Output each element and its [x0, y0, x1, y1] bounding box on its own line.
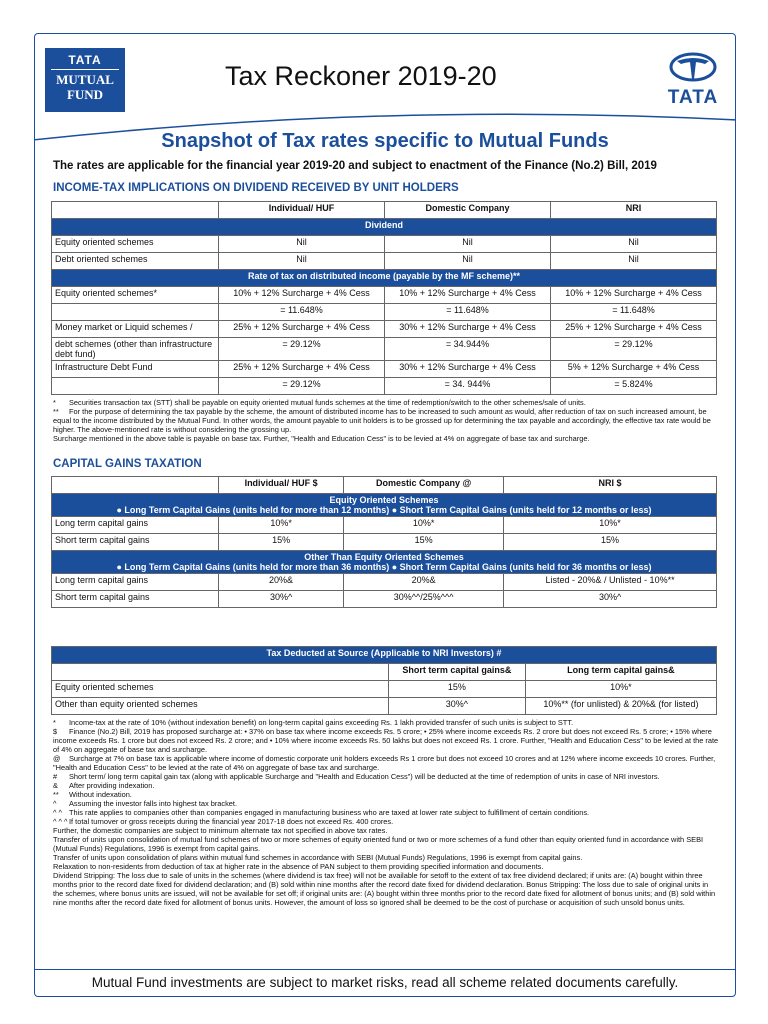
band-title: Equity Oriented Schemes — [329, 495, 439, 505]
note-text: After providing indexation. — [69, 781, 155, 790]
table-cell: 30%^^/25%^^^ — [344, 591, 504, 608]
table-row — [52, 517, 717, 534]
table-row — [52, 681, 717, 698]
table-cell: 30%^ — [219, 591, 344, 608]
band-label: Tax Deducted at Source (Applicable to NRI Investors) # — [52, 647, 717, 664]
note-key: ^ — [53, 799, 57, 808]
row-label: Long term capital gains — [52, 517, 219, 534]
band-subtitle: ● Long Term Capital Gains (units held for more than 36 months) ● Short Term Capital Gains (units held for 36 months or less) — [116, 562, 652, 572]
table-cell: Nil — [551, 236, 717, 253]
row-label — [52, 378, 219, 395]
table-row — [52, 304, 717, 321]
row-label: Infrastructure Debt Fund — [52, 361, 219, 378]
table-row — [52, 534, 717, 551]
note-text: If total turnover or gross receipts during the financial year 2017-18 does not exceed Rs. 400 crores. — [69, 817, 394, 826]
table-cell: 15% — [389, 681, 526, 698]
band-subtitle: ● Long Term Capital Gains (units held for more than 12 months) ● Short Term Capital Gains (units held for 12 months or less) — [116, 505, 652, 515]
table-cell: = 34.944% — [385, 338, 551, 361]
row-label: Other than equity oriented schemes — [52, 698, 389, 715]
note-text: Assuming the investor falls into highest tax bracket. — [69, 799, 238, 808]
table-row — [52, 361, 717, 378]
note-text: This rate applies to companies other than companies engaged in manufacturing business who are taxed at lower rate subject to fulfillment of certain conditions. — [69, 808, 590, 817]
header-cell: Short term capital gains& — [389, 664, 526, 681]
table-cell: = 11.648% — [551, 304, 717, 321]
applicability-note: The rates are applicable for the financial year 2019-20 and subject to enactment of the Finance (No.2) Bill, 2019 — [53, 160, 657, 172]
table-row — [52, 236, 717, 253]
dividend-tax-table — [51, 201, 717, 395]
row-label: Equity oriented schemes — [52, 236, 219, 253]
note-item — [53, 407, 719, 434]
note-item — [53, 398, 719, 407]
table-header-row — [52, 202, 717, 219]
band-label — [52, 551, 717, 574]
table-cell: = 5.824% — [551, 378, 717, 395]
header-cell — [52, 477, 219, 494]
logo-line-1: TATA — [68, 53, 102, 67]
note-item — [53, 835, 719, 853]
table-cell: 10%* — [504, 517, 717, 534]
table-cell: Nil — [219, 236, 385, 253]
income-notes — [53, 398, 719, 443]
table-cell: Listed - 20%& / Unlisted - 10%** — [504, 574, 717, 591]
table-cell: 15% — [504, 534, 717, 551]
page-frame — [34, 33, 736, 997]
row-label — [52, 304, 219, 321]
table-cell: 10%* — [525, 681, 716, 698]
row-label: Debt oriented schemes — [52, 253, 219, 270]
note-item — [53, 808, 719, 817]
note-key: ** — [53, 407, 59, 416]
band-label: Dividend — [52, 219, 717, 236]
band-row — [52, 270, 717, 287]
row-label: Money market or Liquid schemes / — [52, 321, 219, 338]
note-item — [53, 754, 719, 772]
note-text: Relaxation to non-residents from deduction of tax at higher rate in the absence of PAN subject to them providing specified information and documents. — [53, 862, 544, 871]
table-cell: 25% + 12% Surcharge + 4% Cess — [219, 361, 385, 378]
note-text: Income-tax at the rate of 10% (without indexation benefit) on long-term capital gains exceeding Rs. 1 lakh provided transfer of such units is subject to STT. — [69, 718, 574, 727]
note-item — [53, 862, 719, 871]
table-cell: = 11.648% — [385, 304, 551, 321]
table-cell: 10% + 12% Surcharge + 4% Cess — [551, 287, 717, 304]
note-item — [53, 853, 719, 862]
note-text: Further, the domestic companies are subject to minimum alternate tax not specified in above tax rates. — [53, 826, 388, 835]
table-row — [52, 287, 717, 304]
note-key: ** — [53, 790, 59, 799]
row-label: Equity oriented schemes — [52, 681, 389, 698]
table-cell: 30% + 12% Surcharge + 4% Cess — [385, 321, 551, 338]
band-row — [52, 647, 717, 664]
table-cell: 25% + 12% Surcharge + 4% Cess — [219, 321, 385, 338]
header-cell — [52, 664, 389, 681]
capital-gains-section-title: CAPITAL GAINS TAXATION — [53, 458, 202, 470]
note-key: & — [53, 781, 58, 790]
capital-gains-notes — [53, 718, 719, 907]
table-cell: 20%& — [219, 574, 344, 591]
header-cell — [52, 202, 219, 219]
table-row — [52, 338, 717, 361]
tata-logo — [661, 52, 725, 109]
note-key: @ — [53, 754, 61, 763]
note-item — [53, 772, 719, 781]
note-item — [53, 790, 719, 799]
table-cell: Nil — [385, 253, 551, 270]
note-text: Finance (No.2) Bill, 2019 has proposed surcharge at: • 37% on base tax where income exceeds Rs. 5 crore; • 25% where income exceeds Rs. 2 crore but does not exceed Rs. 5 crore; • 15% where income exceeds Rs. 1 crore but does not exceed Rs. 2 crore; and • 10% where income exceeds Rs. 50 lakhs but does not exceed Rs. 1 crore. Further, "Health and Education Cess" to be levied at the rate of 4% on aggregate of base tax and surcharge. — [53, 727, 719, 754]
header-cell: NRI $ — [504, 477, 717, 494]
table-row — [52, 253, 717, 270]
tata-emblem-icon — [669, 52, 717, 82]
note-key: ^ ^ — [53, 808, 62, 817]
table-cell: 15% — [344, 534, 504, 551]
table-cell: Nil — [219, 253, 385, 270]
risk-disclaimer-footer: Mutual Fund investments are subject to market risks, read all scheme related documents carefully. — [35, 969, 735, 996]
note-text: Transfer of units upon consolidation of mutual fund schemes of two or more schemes of equity oriented fund or two or more schemes of a fund other than equity oriented fund in accordance with SEBI (Mutual Funds) Regulations, 1996 is exempt from capital gains. — [53, 835, 704, 853]
row-label: Equity oriented schemes* — [52, 287, 219, 304]
table-cell: Nil — [385, 236, 551, 253]
note-item — [53, 434, 719, 443]
table-cell: 10% + 12% Surcharge + 4% Cess — [219, 287, 385, 304]
table-cell: 30% + 12% Surcharge + 4% Cess — [385, 361, 551, 378]
note-key: * — [53, 398, 56, 407]
header-cell: Long term capital gains& — [525, 664, 716, 681]
note-item — [53, 781, 719, 790]
tata-wordmark: TATA — [667, 87, 719, 108]
table-cell: 10%* — [344, 517, 504, 534]
note-text: Securities transaction tax (STT) shall be payable on equity oriented mutual funds schemes at the time of redemption/switch to the other schemes/sale of units. — [69, 398, 586, 407]
note-key: $ — [53, 727, 58, 736]
logo-line-3: FUND — [66, 87, 104, 102]
table-row — [52, 591, 717, 608]
table-cell: 10%* — [219, 517, 344, 534]
row-label: Short term capital gains — [52, 534, 219, 551]
table-row — [52, 574, 717, 591]
table-row — [52, 698, 717, 715]
band-label: Rate of tax on distributed income (payable by the MF scheme)** — [52, 270, 717, 287]
row-label: Short term capital gains — [52, 591, 219, 608]
note-item — [53, 871, 719, 907]
table-cell: = 11.648% — [219, 304, 385, 321]
table-cell: = 34. 944% — [385, 378, 551, 395]
band-row — [52, 494, 717, 517]
band-row — [52, 219, 717, 236]
row-label: Long term capital gains — [52, 574, 219, 591]
note-item — [53, 727, 719, 754]
note-text: Surcharge at 7% on base tax is applicable where income of domestic corporate unit holders exceeds Rs 1 crore but does not exceed 10 crores and at 12% where income exceeds 10 crores. Further, "Health and Education Cess" to be levied at the rate of 4% on aggregate of base tax and surcharge. — [53, 754, 716, 772]
note-text: Surcharge mentioned in the above table is payable on base tax. Further, "Health and Education Cess" is to be levied at 4% on aggregate of base tax and surcharge. — [53, 434, 590, 443]
note-text: Transfer of units upon consolidation of plans within mutual fund schemes in accordance with SEBI (Mutual Funds) Regulations, 1996 is exempt from capital gains. — [53, 853, 583, 862]
note-item — [53, 799, 719, 808]
note-text: Short term/ long term capital gain tax (along with applicable Surcharge and "Health and Education Cess") will be deducted at the time of redemption of units in case of NRI investors. — [69, 772, 660, 781]
table-cell: = 29.12% — [219, 338, 385, 361]
table-cell: Nil — [551, 253, 717, 270]
tds-table — [51, 646, 717, 715]
note-item — [53, 817, 719, 826]
income-tax-section-title: INCOME-TAX IMPLICATIONS ON DIVIDEND RECEIVED BY UNIT HOLDERS — [53, 182, 459, 194]
logo-line-2: MUTUAL — [51, 69, 119, 88]
row-label: debt schemes (other than infrastructure debt fund) — [52, 338, 219, 361]
note-item — [53, 718, 719, 727]
table-cell: 10%** (for unlisted) & 20%& (for listed) — [525, 698, 716, 715]
snapshot-heading: Snapshot of Tax rates specific to Mutual Funds — [161, 130, 609, 152]
header-cell: Individual/ HUF $ — [219, 477, 344, 494]
header-cell: Individual/ HUF — [219, 202, 385, 219]
note-key: ^ ^ ^ — [53, 817, 68, 826]
band-label — [52, 494, 717, 517]
table-header-row — [52, 477, 717, 494]
table-cell: 10% + 12% Surcharge + 4% Cess — [385, 287, 551, 304]
note-key: * — [53, 718, 56, 727]
capital-gains-table — [51, 476, 717, 608]
table-cell: = 29.12% — [551, 338, 717, 361]
table-cell: 25% + 12% Surcharge + 4% Cess — [551, 321, 717, 338]
band-title: Other Than Equity Oriented Schemes — [304, 552, 464, 562]
table-row — [52, 321, 717, 338]
header-cell: Domestic Company — [385, 202, 551, 219]
note-item — [53, 826, 719, 835]
table-cell: 15% — [219, 534, 344, 551]
note-key: # — [53, 772, 58, 781]
table-cell: 20%& — [344, 574, 504, 591]
table-cell: 5% + 12% Surcharge + 4% Cess — [551, 361, 717, 378]
page-title: Tax Reckoner 2019-20 — [225, 61, 497, 91]
table-cell: 30%^ — [389, 698, 526, 715]
table-header-row — [52, 664, 717, 681]
header-cell: Domestic Company @ — [344, 477, 504, 494]
table-row — [52, 378, 717, 395]
table-cell: = 29.12% — [219, 378, 385, 395]
band-row — [52, 551, 717, 574]
note-text: Dividend Stripping: The loss due to sale of units in the schemes (where dividend is tax free) will not be available for setoff to the extent of tax free dividend declared; if units are: (A) bought within three months prior to the record date fixed for dividend declaration; and (B) sold within nine months after the record date fixed for dividend declaration. Bonus Stripping: The loss due to sale of original units in the schemes, where bonus units are issued, will not be available for set off; if original units are: (A) bought within three months prior to the record date fixed for allotment of bonus units; and (B) sold within nine months after the record date fixed for allotment of bonus units. However, the amount of loss so ignored shall be deemed to be the cost of purchase or acquisition of such unsold bonus units. — [53, 871, 716, 907]
note-text: For the purpose of determining the tax payable by the scheme, the amount of distributed income has to be increased to such amount as would, after reduction of tax on such increased amount, be equal to the income distributed by the Mutual Fund. In other words, the amount payable to unit holders is to be grossed up for determining the tax payable and accordingly, the effective tax rate would be higher. The above-mentioned rate is without considering the grossing up. — [53, 407, 711, 434]
table-cell: 30%^ — [504, 591, 717, 608]
note-text: Without indexation. — [69, 790, 132, 799]
header-cell: NRI — [551, 202, 717, 219]
